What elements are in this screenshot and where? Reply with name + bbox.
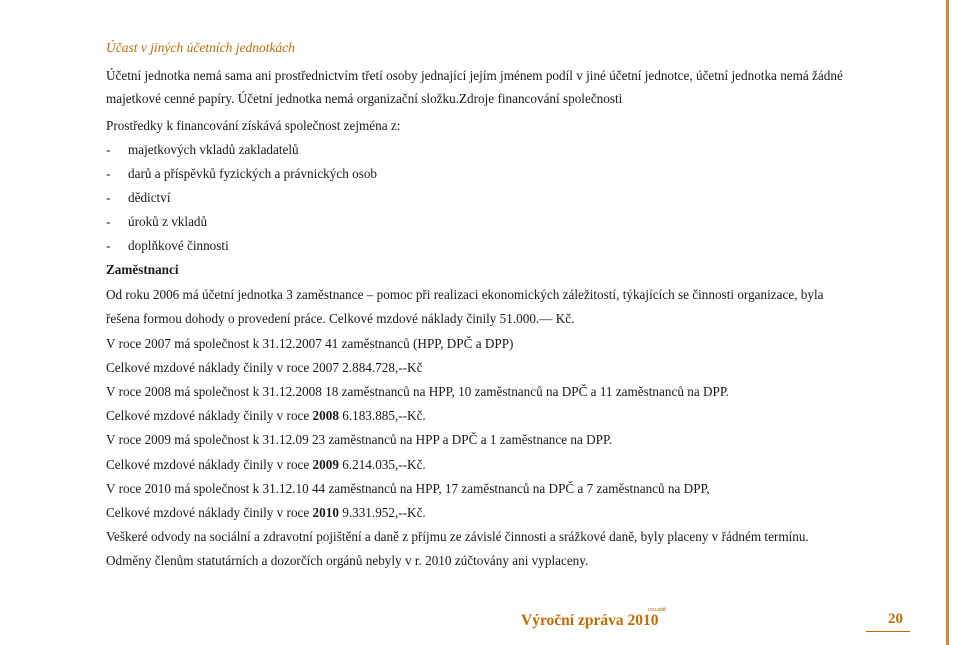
costs-2010-year: 2010 (312, 505, 339, 520)
footer-report-title: Výroční zpráva 2010 (521, 612, 659, 629)
costs-2008-year: 2008 (312, 408, 339, 423)
staff-2008: V roce 2008 má společnost k 31.12.2008 18 zaměstnanců na HPP, 10 zaměstnanců na DPČ a 11 zaměstnanců na DPP. (106, 384, 729, 399)
list-dash: - (106, 166, 111, 181)
costs-2009-value: 6.214.035,--Kč. (338, 457, 426, 472)
page-number: 20 (888, 611, 903, 627)
funding-item-text: úroků z vkladů (128, 214, 208, 229)
staff-2009: V roce 2009 má společnost k 31.12.09 23 zaměstnanců na HPP a DPČ a 1 zaměstnance na DPP. (106, 432, 613, 447)
funding-list-item (106, 214, 207, 230)
list-dash: - (106, 214, 111, 229)
list-dash: - (106, 190, 111, 205)
levies-line: Veškeré odvody na sociální a zdravotní pojištění a daně z příjmu ze závislé činnosti a srážkové daně, byly placeny v řádném termínu. (106, 529, 809, 544)
paragraph-participation-line-2: majetkové cenné papíry. Účetní jednotka nemá organizační složku.Zdroje financování společnosti (106, 91, 623, 106)
funding-list-item (106, 142, 299, 158)
funding-list-item (106, 238, 229, 254)
costs-2009 (106, 457, 426, 473)
costs-2008-value: 6.183.885,--Kč. (338, 408, 426, 423)
section-title: Účast v jiných účetních jednotkách (106, 40, 295, 55)
staff-2010: V roce 2010 má společnost k 31.12.10 44 zaměstnanců na HPP, 17 zaměstnanců na DPČ a 7 zaměstnanců na DPP, (106, 481, 710, 496)
employees-line-2: řešena formou dohody o provedení práce. Celkové mzdové náklady činily 51.000.— Kč. (106, 311, 575, 326)
costs-2007: Celkové mzdové náklady činily v roce 2007 2.884.728,--Kč (106, 360, 423, 375)
costs-2008-prefix: Celkové mzdové náklady činily v roce (106, 408, 313, 423)
costs-2008 (106, 408, 426, 424)
funding-item-text: doplňkové činnosti (128, 238, 229, 253)
board-remuneration-line: Odměny členům statutárních a dozorčích orgánů nebyly v r. 2010 zúčtovány ani vyplaceny. (106, 553, 589, 568)
list-dash: - (106, 238, 111, 253)
employees-line-1: Od roku 2006 má účetní jednotka 3 zaměstnance – pomoc při realizaci ekonomických záležitostí, týkajících se činnosti organizace, byla (106, 287, 824, 302)
page-number-underline (866, 631, 910, 632)
funding-item-text: majetkových vkladů zakladatelů (128, 142, 299, 157)
staff-2007: V roce 2007 má společnost k 31.12.2007 41 zaměstnanců (HPP, DPČ a DPP) (106, 336, 514, 351)
paragraph-participation-line-1: Účetní jednotka nemá sama ani prostřednictvím třetí osoby jednající jejím jménem podíl v jiné účetní jednotce, účetní jednotka nemá žádné (106, 68, 843, 83)
costs-2010 (106, 505, 426, 521)
costs-2009-year: 2009 (312, 457, 339, 472)
footer-small-mark: ccu.add (648, 607, 666, 613)
list-dash: - (106, 142, 111, 157)
costs-2009-prefix: Celkové mzdové náklady činily v roce (106, 457, 313, 472)
costs-2010-prefix: Celkové mzdové náklady činily v roce (106, 505, 313, 520)
funding-list-item (106, 166, 377, 182)
funding-intro: Prostředky k financování získává společnost zejména z: (106, 118, 401, 133)
funding-list-item (106, 190, 170, 206)
funding-item-text: darů a příspěvků fyzických a právnických osob (128, 166, 378, 181)
employees-heading: Zaměstnanci (106, 262, 179, 277)
funding-item-text: dědictví (128, 190, 171, 205)
right-border-rule (946, 0, 949, 645)
costs-2010-value: 9.331.952,--Kč. (338, 505, 426, 520)
